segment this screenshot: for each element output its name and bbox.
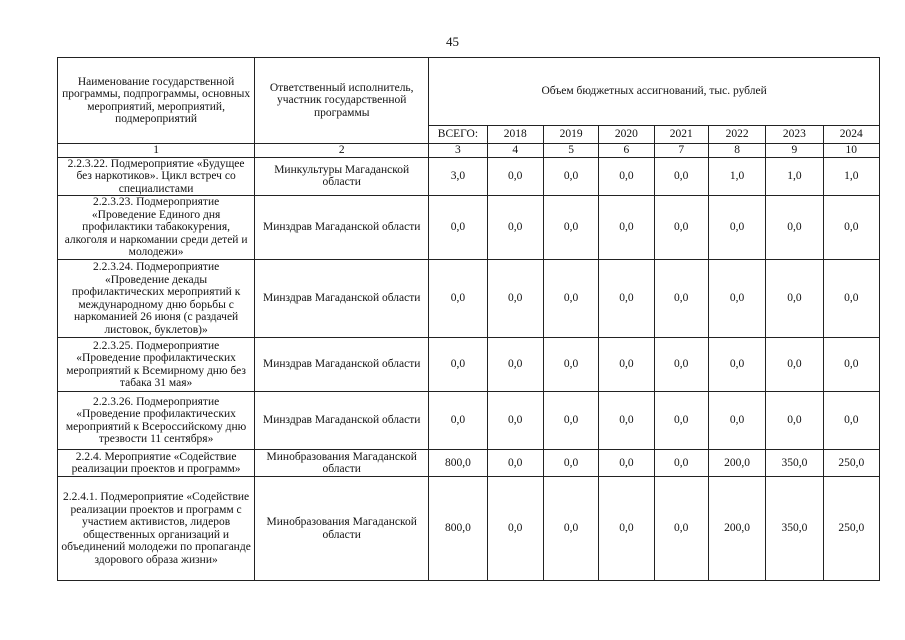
row-value: 0,0 [766,392,823,450]
row-value: 0,0 [487,196,543,260]
row-value: 0,0 [599,477,654,581]
header-year: 2021 [654,126,708,144]
row-value: 0,0 [823,196,879,260]
column-number: 2 [255,144,429,158]
row-value: 0,0 [599,260,654,338]
row-value: 0,0 [654,157,708,196]
row-value: 0,0 [599,196,654,260]
row-value: 0,0 [823,392,879,450]
header-year: 2024 [823,126,879,144]
column-number: 5 [543,144,598,158]
table-row [58,196,880,260]
header-year: 2018 [487,126,543,144]
row-value: 0,0 [654,338,708,392]
row-value: 250,0 [823,450,879,477]
budget-table [57,57,880,581]
row-value: 0,0 [543,392,598,450]
row-value: 200,0 [708,477,765,581]
row-value: 0,0 [599,392,654,450]
column-number: 9 [766,144,823,158]
row-value: 0,0 [543,477,598,581]
table-row [58,338,880,392]
header-total: ВСЕГО: [429,126,487,144]
header-year: 2020 [599,126,654,144]
column-number: 1 [58,144,255,158]
row-name: 2.2.3.23. Подмероприятие «Проведение Единого дня профилактики табакокурения, алкоголя и наркомании среди детей и молодежи» [58,196,255,260]
header-responsible-column: Ответственный исполнитель, участник государственной программы [255,58,429,144]
row-value: 0,0 [487,450,543,477]
row-name: 2.2.4. Мероприятие «Содействие реализации проектов и программ» [58,450,255,477]
table-row [58,260,880,338]
header-name-column: Наименование государственной программы, подпрограммы, основных мероприятий, мероприятий, подмероприятий [58,58,255,144]
row-value: 0,0 [708,260,765,338]
row-value: 0,0 [708,196,765,260]
row-value: 0,0 [766,260,823,338]
row-value: 0,0 [487,477,543,581]
column-number-row [58,144,880,158]
row-value: 0,0 [766,196,823,260]
table-row [58,477,880,581]
row-responsible: Минобразования Магаданской области [255,477,429,581]
row-value: 200,0 [708,450,765,477]
row-total: 800,0 [429,477,487,581]
column-number: 8 [708,144,765,158]
row-total: 0,0 [429,392,487,450]
row-value: 350,0 [766,450,823,477]
table-row [58,450,880,477]
row-value: 1,0 [766,157,823,196]
column-number: 4 [487,144,543,158]
row-value: 0,0 [543,157,598,196]
row-total: 0,0 [429,196,487,260]
row-value: 0,0 [543,196,598,260]
row-total: 0,0 [429,260,487,338]
row-total: 3,0 [429,157,487,196]
row-value: 250,0 [823,477,879,581]
row-name: 2.2.3.26. Подмероприятие «Проведение профилактических мероприятий к Всероссийскому дню трезвости 11 сентября» [58,392,255,450]
page-number: 45 [446,34,459,49]
row-value: 1,0 [708,157,765,196]
row-value: 0,0 [654,196,708,260]
header-year: 2022 [708,126,765,144]
row-value: 0,0 [766,338,823,392]
row-total: 0,0 [429,338,487,392]
row-responsible: Минздрав Магаданской области [255,392,429,450]
row-responsible: Минкультуры Магаданской области [255,157,429,196]
row-name: 2.2.3.22. Подмероприятие «Будущее без наркотиков». Цикл встреч со специалистами [58,157,255,196]
row-value: 0,0 [487,260,543,338]
column-number: 10 [823,144,879,158]
header-row-top [58,58,880,126]
row-value: 0,0 [543,338,598,392]
row-value: 0,0 [487,157,543,196]
row-value: 350,0 [766,477,823,581]
column-number: 6 [599,144,654,158]
header-year: 2023 [766,126,823,144]
row-value: 0,0 [654,392,708,450]
header-year: 2019 [543,126,598,144]
row-responsible: Минобразования Магаданской области [255,450,429,477]
row-value: 0,0 [708,338,765,392]
row-total: 800,0 [429,450,487,477]
row-responsible: Минздрав Магаданской области [255,338,429,392]
column-number: 7 [654,144,708,158]
column-number: 3 [429,144,487,158]
header-budget-column: Объем бюджетных ассигнований, тыс. рублей [429,58,880,126]
row-value: 0,0 [654,477,708,581]
row-value: 0,0 [654,450,708,477]
row-value: 0,0 [599,338,654,392]
row-responsible: Минздрав Магаданской области [255,196,429,260]
row-value: 0,0 [487,392,543,450]
row-value: 1,0 [823,157,879,196]
row-value: 0,0 [543,260,598,338]
row-name: 2.2.3.25. Подмероприятие «Проведение профилактических мероприятий к Всемирному дню без табака 31 мая» [58,338,255,392]
row-value: 0,0 [654,260,708,338]
row-value: 0,0 [708,392,765,450]
row-value: 0,0 [599,157,654,196]
row-value: 0,0 [543,450,598,477]
row-value: 0,0 [599,450,654,477]
row-value: 0,0 [823,260,879,338]
table-row [58,157,880,196]
row-value: 0,0 [823,338,879,392]
row-value: 0,0 [487,338,543,392]
table-row [58,392,880,450]
row-name: 2.2.3.24. Подмероприятие «Проведение декады профилактических мероприятий к международному дню борьбы с наркоманией 26 июня (с раздачей листовок, буклетов)» [58,260,255,338]
row-responsible: Минздрав Магаданской области [255,260,429,338]
row-name: 2.2.4.1. Подмероприятие «Содействие реализации проектов и программ с участием активистов, лидеров общественных организаций и объединений молодежи по пропаганде здорового образа жизни» [58,477,255,581]
